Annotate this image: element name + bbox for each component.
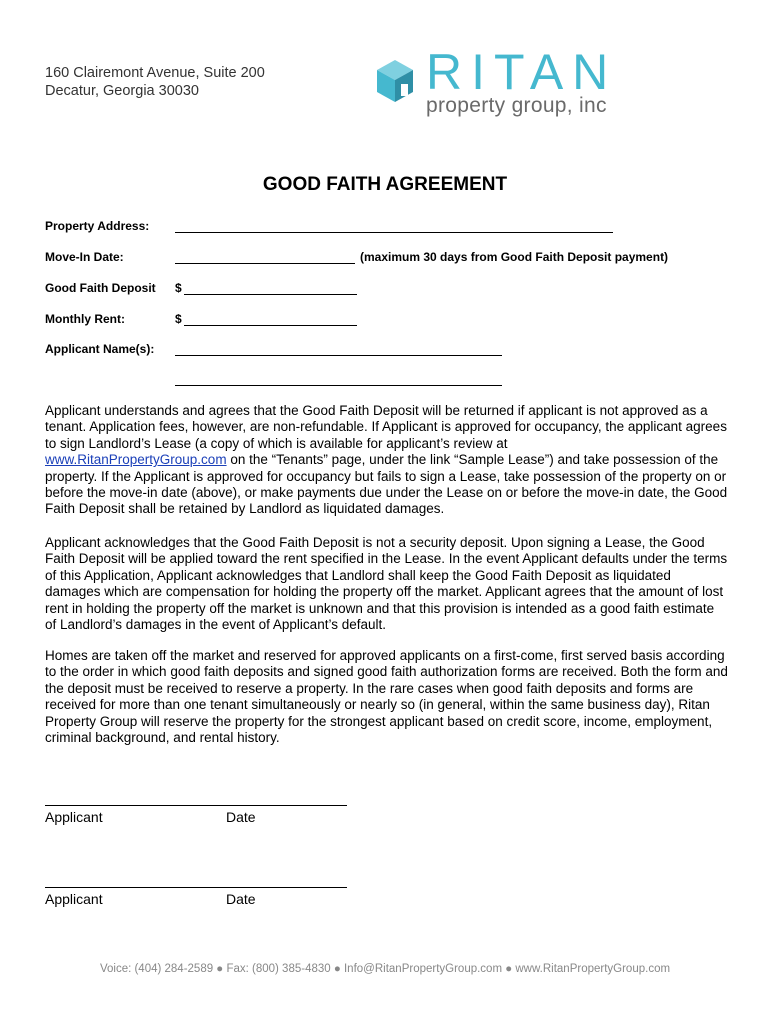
- document-title: GOOD FAITH AGREEMENT: [262, 174, 508, 195]
- signature-block-2: [45, 887, 347, 907]
- currency-symbol: $: [175, 312, 182, 326]
- address-line-2: Decatur, Georgia 30030: [45, 83, 199, 99]
- logo-tagline: property group, inc: [426, 94, 607, 117]
- date-label: Date: [226, 809, 256, 825]
- paragraph-reservation-policy: [45, 648, 729, 746]
- company-address: [45, 64, 265, 100]
- cube-house-icon: [375, 58, 415, 104]
- applicant-label: Applicant: [45, 809, 103, 825]
- signature-line[interactable]: [45, 887, 347, 888]
- paragraph-text: Homes are taken off the market and reserved for approved applicants on a first-come, first served basis according to the order in which good faith deposits and signed good faith authorization forms are received. Both the form and the deposit must be received to reserve a property. In the rare cases when good faith deposits and forms are received for more than one tenant simultaneously or nearly so (in general, within the same business day), Ritan Property Group will reserve the property for the strongest applicant based on credit score, income, employment, criminal background, and rental history.: [45, 648, 728, 746]
- move-in-date-input[interactable]: [175, 263, 355, 264]
- paragraph-text: Applicant acknowledges that the Good Faith Deposit is not a security deposit. Upon signing a Lease, the Good Faith Deposit will be applied toward the rent specified in the Lease. In the event Applicant defaults under the terms of this Application, Applicant acknowledges that Landlord shall keep the Good Faith Deposit as liquidated damages which are compensation for holding the property off the market. Applicant agrees that the amount of lost rent in holding the property off the market is unknown and that this provision is intended as a good faith estimate of Landlord’s damages in the event of Applicant’s default.: [45, 535, 728, 633]
- contact-footer: Voice: (404) 284-2589 ● Fax: (800) 385-4830 ● Info@RitanPropertyGroup.com ● www.RitanPropertyGroup.com: [99, 963, 671, 975]
- paragraph-deposit-terms: [45, 535, 729, 633]
- move-in-date-note: (maximum 30 days from Good Faith Deposit payment): [360, 250, 669, 264]
- website-link[interactable]: www.RitanPropertyGroup.com: [45, 452, 227, 468]
- monthly-rent-input[interactable]: [184, 325, 357, 326]
- paragraph-refund-terms: [45, 403, 729, 518]
- applicant-name-input-1[interactable]: [175, 355, 502, 356]
- signature-line[interactable]: [45, 805, 347, 806]
- monthly-rent-label: Monthly Rent:: [45, 312, 125, 326]
- address-line-1: 160 Clairemont Avenue, Suite 200: [45, 65, 265, 81]
- property-address-label: Property Address:: [45, 219, 150, 233]
- applicant-names-label: Applicant Name(s):: [45, 342, 155, 356]
- applicant-label: Applicant: [45, 891, 103, 907]
- move-in-date-label: Move-In Date:: [45, 250, 124, 264]
- company-logo: [372, 46, 640, 122]
- applicant-name-input-2[interactable]: [175, 385, 502, 386]
- logo-wordmark: RITAN: [426, 44, 618, 100]
- good-faith-deposit-input[interactable]: [184, 294, 357, 295]
- signature-block-1: [45, 805, 347, 825]
- paragraph-text: Applicant understands and agrees that the Good Faith Deposit will be returned if applicant is not approved as a tenant. Application fees, however, are non-refundable. If Applicant is approved for occupancy, the applicant agrees to sign Landlord’s Lease (a copy of which is available for applicant’s review at: [45, 403, 727, 451]
- good-faith-deposit-label: Good Faith Deposit: [45, 281, 156, 295]
- paragraph-text: on the “Tenants” page, under the link “Sample Lease”) and take possession of the property. If the Applicant is approved for occupancy but fails to sign a Lease, take possession of the property on or before the move-in date (above), or make payments due under the Lease on or before the move-in date, the Good Faith Deposit shall be retained by Landlord as liquidated damages.: [45, 452, 728, 517]
- currency-symbol: $: [175, 281, 182, 295]
- property-address-input[interactable]: [175, 232, 613, 233]
- date-label: Date: [226, 891, 256, 907]
